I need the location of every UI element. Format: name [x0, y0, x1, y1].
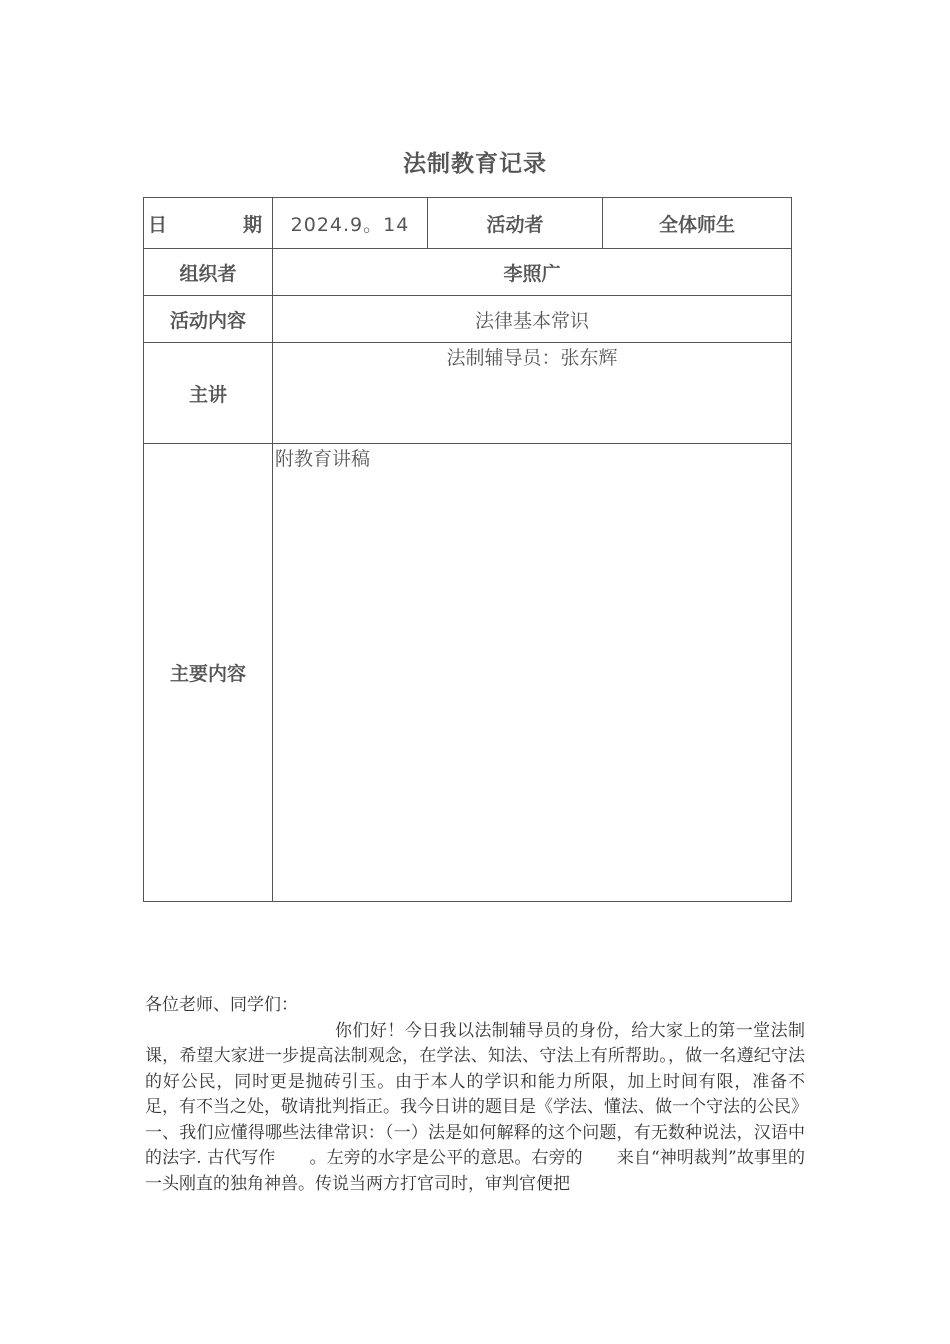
- participants-label: 活动者: [428, 198, 603, 249]
- speech-paragraph-2: 一、我们应懂得哪些法律常识：（一）法是如何解释的这个问题，有无数种说法，汉语中的法字. 古代写作 。左旁的水字是公平的意思。右旁的 来自“神明裁判”故事里的一头刚直的独角神兽。传说当两方打官司时，审判官便把: [145, 1122, 805, 1194]
- speech-paragraph-1: 你们好！今日我以法制辅导员的身份，给大家上的第一堂法制课，希望大家进一步提高法制观念，在学法、知法、守法上有所帮助。，做一名遵纪守法的好公民，同时更是抛砖引玉。由于本人的学识和能力所限，加上时间有限，准备不足，有不当之处，敬请批判指正。我今日讲的题目是《学法、懂法、做一个守法的公民》: [145, 1020, 808, 1117]
- date-label-left: 日: [148, 213, 168, 236]
- record-table: [143, 197, 792, 902]
- main-content-value: 附教育讲稿: [273, 444, 792, 902]
- organizer-value: 李照广: [273, 249, 792, 296]
- organizer-label: 组织者: [144, 249, 273, 296]
- speaker-label: 主讲: [144, 343, 273, 444]
- page-title: 法制教育记录: [403, 151, 547, 177]
- main-content-label: 主要内容: [144, 444, 273, 902]
- speech-salutation: 各位老师、同学们：: [145, 995, 298, 1015]
- date-label-right: 期: [242, 213, 262, 236]
- speech-body: [145, 993, 808, 1197]
- speaker-value: 法制辅导员：张东辉: [273, 343, 792, 444]
- date-label-cell: [144, 198, 273, 249]
- activity-value: 法律基本常识: [273, 296, 792, 343]
- date-value: 2024.9。14: [273, 198, 428, 249]
- participants-value: 全体师生: [603, 198, 792, 249]
- activity-label: 活动内容: [144, 296, 273, 343]
